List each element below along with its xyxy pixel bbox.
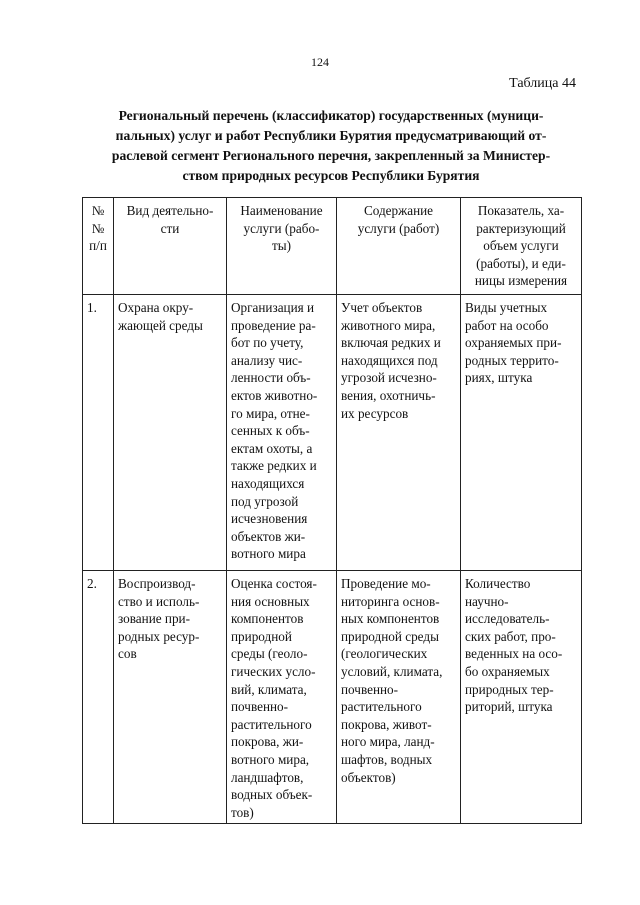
cell-line: 1.	[87, 300, 97, 315]
cell-line: Содержание	[363, 203, 434, 218]
cell-line: ектам охоты, а	[231, 440, 313, 456]
cell-line: №	[91, 220, 105, 236]
cell-line: рактеризующий	[476, 220, 566, 236]
title-line: пальных) услуг и работ Республики Бурятия предусматривающий от-	[115, 128, 547, 143]
cell-line: угрозой исчезно-	[341, 370, 437, 386]
cell-line: риях, штука	[465, 370, 533, 386]
cell-number	[83, 295, 114, 571]
cell-line: Вид деятельно-	[126, 203, 214, 218]
cell-line: сти	[160, 220, 180, 236]
table-header-row	[83, 198, 582, 295]
cell-line: их ресурсов	[341, 405, 409, 421]
cell-line: тов)	[231, 804, 254, 820]
cell-line: п/п	[89, 238, 107, 254]
cell-line: Учет объектов	[341, 300, 423, 315]
cell-line: ницы измерения	[474, 273, 568, 289]
cell-line: Организация и	[231, 300, 315, 315]
cell-line: также редких и	[231, 458, 317, 474]
cell-line: гических усло-	[231, 663, 316, 679]
cell-indicator	[461, 295, 582, 571]
cell-line: охраняемых при-	[465, 335, 562, 351]
cell-content	[337, 295, 461, 571]
cell-service-name	[227, 295, 337, 571]
cell-activity	[114, 295, 227, 571]
cell-line: родных террито-	[465, 352, 559, 368]
cell-line: водных объек-	[231, 787, 313, 803]
cell-line: исчезновения	[231, 511, 308, 527]
cell-service-name	[227, 571, 337, 824]
header-activity	[114, 198, 227, 295]
cell-line: 2.	[87, 576, 97, 591]
cell-line: объектов)	[341, 769, 396, 785]
cell-line: жающей среды	[118, 317, 203, 333]
cell-line: анализу чис-	[231, 352, 303, 368]
cell-line: ния основных	[231, 593, 310, 609]
cell-line: природной среды	[341, 628, 439, 644]
cell-line: (работы), и еди-	[476, 255, 566, 271]
cell-line: природных тер-	[465, 681, 554, 697]
cell-line: животного мира,	[341, 317, 436, 333]
cell-line: родных ресур-	[118, 628, 200, 644]
cell-line: Наименование	[240, 203, 323, 218]
cell-line: ектов животно-	[231, 387, 318, 403]
cell-line: под угрозой	[231, 493, 299, 509]
document-title	[82, 106, 580, 186]
cell-line: Виды учетных	[465, 300, 548, 315]
cell-line: вотного мира	[231, 546, 306, 562]
page-number: 124	[311, 55, 329, 69]
header-number	[83, 198, 114, 295]
cell-line: риторий, штука	[465, 699, 553, 715]
table-row	[83, 295, 582, 571]
cell-content	[337, 571, 461, 824]
title-line: ством природных ресурсов Республики Бурятия	[182, 168, 480, 183]
cell-line: ленности объ-	[231, 370, 311, 386]
cell-line: Показатель, ха-	[477, 203, 565, 218]
header-service-name	[227, 198, 337, 295]
cell-line: сенных к объ-	[231, 423, 310, 439]
cell-line: природной	[231, 628, 292, 644]
header-indicator	[461, 198, 582, 295]
cell-line: Охрана окру-	[118, 300, 194, 315]
cell-line: №	[91, 203, 105, 218]
cell-line: сов	[118, 646, 137, 662]
cell-line: го мира, отне-	[231, 405, 310, 421]
cell-line: покрова, жи-	[231, 734, 304, 750]
cell-line: компонентов	[231, 611, 304, 627]
cell-line: растительного	[231, 716, 312, 732]
cell-line: услуги (рабо-	[243, 220, 320, 236]
cell-line: Проведение мо-	[341, 576, 431, 591]
cell-line: ты)	[271, 238, 291, 254]
cell-line: ство и исполь-	[118, 593, 200, 609]
cell-line: ного мира, ланд-	[341, 734, 435, 750]
cell-line: веденных на осо-	[465, 646, 563, 662]
title-line: раслевой сегмент Регионального перечня, закрепленный за Министер-	[111, 148, 551, 163]
cell-line: находящихся под	[341, 352, 438, 368]
cell-line: находящихся	[231, 475, 305, 491]
cell-line: включая редких и	[341, 335, 441, 351]
cell-line: (геологических	[341, 646, 428, 662]
cell-line: почвенно-	[231, 699, 289, 715]
cell-indicator	[461, 571, 582, 824]
title-line: Региональный перечень (классификатор) государственных (муници-	[118, 108, 544, 123]
cell-line: проведение ра-	[231, 317, 316, 333]
cell-line: вотного мира,	[231, 751, 310, 767]
cell-line: покрова, живот-	[341, 716, 432, 732]
cell-line: ниторинга основ-	[341, 593, 440, 609]
cell-line: вения, охотничь-	[341, 387, 436, 403]
cell-line: вий, климата,	[231, 681, 307, 697]
cell-line: Воспроизвод-	[118, 576, 196, 591]
cell-line: услуги (работ)	[357, 220, 440, 236]
cell-line: работ на особо	[465, 317, 549, 333]
cell-line: ских работ, про-	[465, 628, 556, 644]
cell-line: ландшафтов,	[231, 769, 304, 785]
cell-line: Количество	[465, 576, 531, 591]
table-label: Таблица 44	[509, 76, 576, 91]
cell-number	[83, 571, 114, 824]
header-content	[337, 198, 461, 295]
services-table	[82, 197, 582, 824]
cell-line: бо охраняемых	[465, 663, 550, 679]
table-row	[83, 571, 582, 824]
cell-line: ных компонентов	[341, 611, 440, 627]
cell-line: исследователь-	[465, 611, 550, 627]
cell-line: научно-	[465, 593, 509, 609]
cell-activity	[114, 571, 227, 824]
cell-line: условий, климата,	[341, 663, 443, 679]
cell-line: растительного	[341, 699, 422, 715]
cell-line: Оценка состоя-	[231, 576, 317, 591]
cell-line: объем услуги	[483, 238, 559, 254]
cell-line: бот по учету,	[231, 335, 304, 351]
cell-line: объектов жи-	[231, 528, 306, 544]
cell-line: зование при-	[118, 611, 190, 627]
cell-line: шафтов, водных	[341, 751, 433, 767]
cell-line: среды (геоло-	[231, 646, 308, 662]
cell-line: почвенно-	[341, 681, 399, 697]
